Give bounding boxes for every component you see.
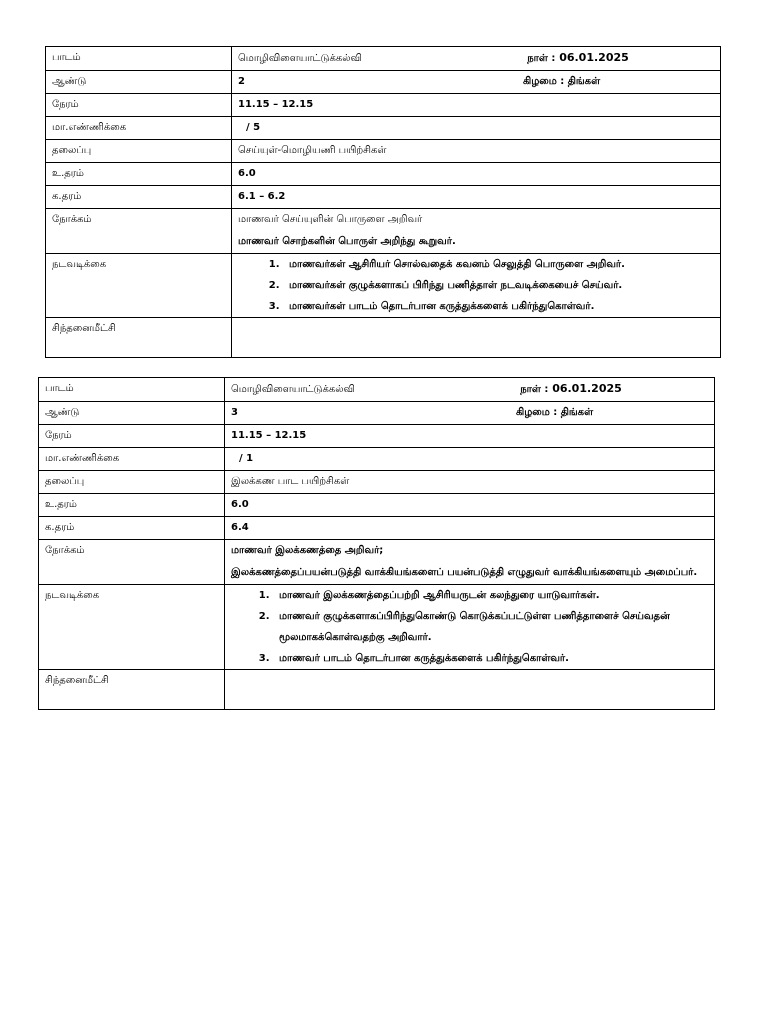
grade-cell (232, 71, 721, 94)
activities-list (238, 254, 720, 317)
day-value: திங்கள் (560, 407, 594, 418)
day-field (516, 407, 593, 418)
theme-value: செய்யுள்-மொழியணி பயிற்சிகள் (232, 140, 721, 163)
reflection-value (225, 670, 715, 710)
time-label: நேரம் (39, 425, 225, 448)
standard-value: 6.0 (232, 163, 721, 186)
grade-cell (225, 402, 715, 425)
learning-standard-value: 6.1 – 6.2 (232, 186, 721, 209)
attendance-value: / 5 (232, 117, 721, 140)
subject-cell (232, 47, 721, 71)
time-value: 11.15 – 12.15 (232, 94, 721, 117)
lesson-plan-table-1 (45, 46, 721, 358)
grade-value: 2 (238, 76, 245, 87)
objective-line-1: மாணவர் இலக்கணத்தை அறிவர்; (231, 545, 384, 556)
attendance-label: மா.எண்ணிக்கை (46, 117, 232, 140)
date-label: நாள் : (527, 53, 556, 64)
day-value: திங்கள் (567, 76, 601, 87)
theme-label: தலைப்பு (39, 471, 225, 494)
activities-label: நடவடிக்கை (39, 585, 225, 670)
date-value: 06.01.2025 (552, 382, 622, 395)
subject-cell (225, 378, 715, 402)
day-label: கிழமை : (523, 76, 565, 87)
day-field (523, 76, 600, 87)
objective-line-2: இலக்கணத்தைப்பயன்படுத்தி வாக்கியங்களைப் பயன்படுத்தி எழுதுவர் வாக்கியங்களையும் அமைப்பர். (231, 567, 698, 578)
objective-label: நோக்கம் (39, 540, 225, 585)
time-label: நேரம் (46, 94, 232, 117)
learning-standard-label: க.தரம் (39, 517, 225, 540)
date-field (527, 51, 629, 64)
standard-value: 6.0 (225, 494, 715, 517)
activities-list (231, 585, 714, 669)
time-value: 11.15 – 12.15 (225, 425, 715, 448)
learning-standard-value: 6.4 (225, 517, 715, 540)
standard-label: உ.தரம் (39, 494, 225, 517)
activity-item: 3. மாணவர் பாடம் தொடர்பான கருத்துக்களைக் பகிர்ந்துகொள்வர். (273, 648, 714, 669)
objective-line-2: மாணவர் சொற்களின் பொருள் அறிந்து கூறுவர். (238, 236, 456, 247)
lesson-plan-table-2 (38, 377, 715, 710)
subject-label: பாடம் (39, 378, 225, 402)
grade-label: ஆண்டு (39, 402, 225, 425)
date-label: நாள் : (520, 384, 549, 395)
objective-cell (225, 540, 715, 585)
activities-cell (232, 254, 721, 318)
activities-label: நடவடிக்கை (46, 254, 232, 318)
activity-item: 3. மாணவர்கள் பாடம் தொடர்பான கருத்துக்களைக் பகிர்ந்துகொள்வர். (283, 296, 720, 317)
activity-item: 2. மாணவர்கள் குழுக்களாகப் பிரிந்து பணித்தாள் நடவடிக்கையைச் செய்வர். (283, 275, 720, 296)
subject-label: பாடம் (46, 47, 232, 71)
grade-label: ஆண்டு (46, 71, 232, 94)
attendance-label: மா.எண்ணிக்கை (39, 448, 225, 471)
reflection-value (232, 318, 721, 358)
grade-value: 3 (231, 407, 238, 418)
reflection-label: சிந்தனைமீட்சி (39, 670, 225, 710)
activity-item: 1. மாணவர் இலக்கணத்தைப்பற்றி ஆசிரியருடன் கலந்துரை யாடுவார்கள். (273, 585, 714, 606)
learning-standard-label: க.தரம் (46, 186, 232, 209)
theme-value: இலக்கண பாட பயிற்சிகள் (225, 471, 715, 494)
activity-item: 2. மாணவர் குழுக்களாகப்பிரிந்துகொண்டு கொடுக்கப்பட்டுள்ள பணித்தாளைச் செய்வதன் மூலமாகக்கொள்வதற்கு அறிவார். (273, 606, 714, 648)
day-label: கிழமை : (516, 407, 558, 418)
attendance-value: / 1 (225, 448, 715, 471)
activities-cell (225, 585, 715, 670)
theme-label: தலைப்பு (46, 140, 232, 163)
subject-value: மொழிவிளையாட்டுக்கல்வி (231, 384, 355, 395)
date-field (520, 382, 622, 395)
objective-label: நோக்கம் (46, 209, 232, 254)
objective-cell (232, 209, 721, 254)
date-value: 06.01.2025 (559, 51, 629, 64)
reflection-label: சிந்தனைமீட்சி (46, 318, 232, 358)
standard-label: உ.தரம் (46, 163, 232, 186)
subject-value: மொழிவிளையாட்டுக்கல்வி (238, 53, 362, 64)
activity-item: 1. மாணவர்கள் ஆசிரியர் சொல்வதைக் கவனம் செலுத்தி பொருளை அறிவர். (283, 254, 720, 275)
objective-line-1: மாணவர் செய்யுளின் பொருளை அறிவர் (238, 214, 423, 225)
